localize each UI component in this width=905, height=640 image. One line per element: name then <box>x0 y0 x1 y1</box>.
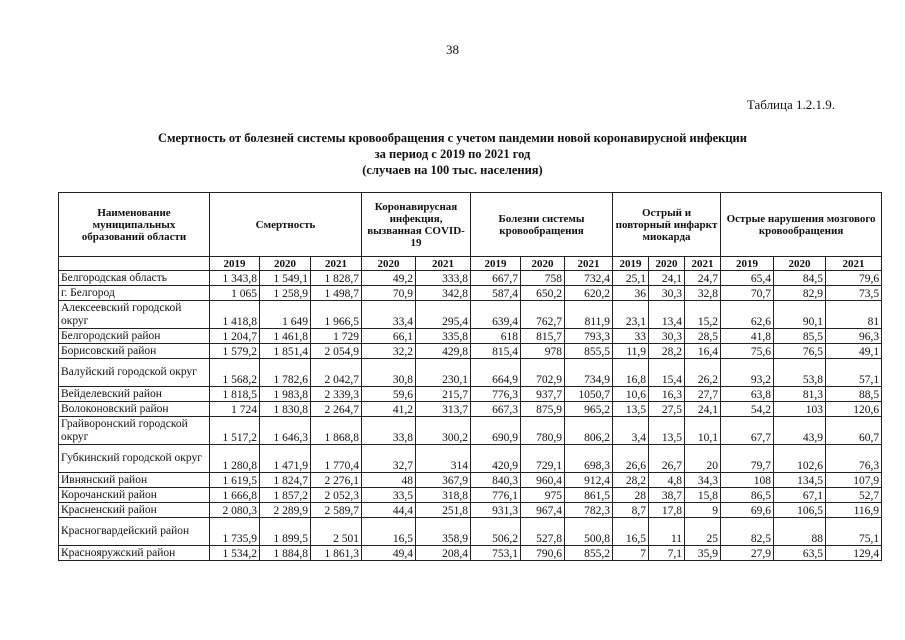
value-cell: 33,8 <box>362 417 416 445</box>
value-cell: 1 204,7 <box>210 329 260 344</box>
value-cell: 358,9 <box>416 518 471 546</box>
page-number: 38 <box>446 42 459 57</box>
row-name: Борисовский район <box>59 344 210 359</box>
value-cell: 367,9 <box>416 473 471 488</box>
table-title <box>0 130 905 178</box>
year-cell: 2019 <box>471 257 521 271</box>
value-cell: 79,7 <box>721 445 774 473</box>
value-cell: 13,4 <box>649 301 685 329</box>
value-cell: 618 <box>471 329 521 344</box>
value-cell: 81 <box>826 301 882 329</box>
table-row <box>59 344 882 359</box>
year-cell: 2020 <box>649 257 685 271</box>
value-cell: 52,7 <box>826 488 882 503</box>
value-cell: 16,5 <box>613 518 649 546</box>
value-cell: 2 080,3 <box>210 503 260 518</box>
value-cell: 28,2 <box>649 344 685 359</box>
value-cell: 33,5 <box>362 488 416 503</box>
title-line-2: за период с 2019 по 2021 год <box>374 147 531 161</box>
table-row <box>59 503 882 518</box>
value-cell: 690,9 <box>471 417 521 445</box>
value-cell: 1 280,8 <box>210 445 260 473</box>
table-row <box>59 271 882 286</box>
value-cell: 806,2 <box>565 417 613 445</box>
value-cell: 24,1 <box>649 271 685 286</box>
value-cell: 300,2 <box>416 417 471 445</box>
value-cell: 967,4 <box>521 503 565 518</box>
value-cell: 1 549,1 <box>260 271 311 286</box>
value-cell: 62,6 <box>721 301 774 329</box>
value-cell: 106,5 <box>774 503 826 518</box>
value-cell: 41,8 <box>721 329 774 344</box>
value-cell: 49,4 <box>362 546 416 561</box>
row-name: Вейделевский район <box>59 387 210 402</box>
value-cell: 960,4 <box>521 473 565 488</box>
row-name: Ивнянский район <box>59 473 210 488</box>
value-cell: 1 828,7 <box>311 271 362 286</box>
value-cell: 66,1 <box>362 329 416 344</box>
year-cell-empty <box>59 257 210 271</box>
value-cell: 698,3 <box>565 445 613 473</box>
value-cell: 10,1 <box>685 417 721 445</box>
value-cell: 16,4 <box>685 344 721 359</box>
value-cell: 26,7 <box>649 445 685 473</box>
year-cell: 2020 <box>774 257 826 271</box>
value-cell: 33 <box>613 329 649 344</box>
value-cell: 13,5 <box>613 402 649 417</box>
value-cell: 2 339,3 <box>311 387 362 402</box>
value-cell: 20 <box>685 445 721 473</box>
value-cell: 1 258,9 <box>260 286 311 301</box>
value-cell: 7,1 <box>649 546 685 561</box>
value-cell: 54,2 <box>721 402 774 417</box>
value-cell: 120,6 <box>826 402 882 417</box>
value-cell: 215,7 <box>416 387 471 402</box>
value-cell: 793,3 <box>565 329 613 344</box>
year-cell: 2019 <box>210 257 260 271</box>
value-cell: 15,4 <box>649 359 685 387</box>
row-name: г. Белгород <box>59 286 210 301</box>
value-cell: 57,1 <box>826 359 882 387</box>
value-cell: 81,3 <box>774 387 826 402</box>
table-row <box>59 518 882 546</box>
value-cell: 931,3 <box>471 503 521 518</box>
table-row <box>59 329 882 344</box>
year-cell: 2020 <box>260 257 311 271</box>
table-body <box>59 271 882 561</box>
table-row <box>59 488 882 503</box>
value-cell: 9 <box>685 503 721 518</box>
table-row <box>59 301 882 329</box>
value-cell: 753,1 <box>471 546 521 561</box>
value-cell: 32,2 <box>362 344 416 359</box>
value-cell: 506,2 <box>471 518 521 546</box>
value-cell: 1 498,7 <box>311 286 362 301</box>
value-cell: 729,1 <box>521 445 565 473</box>
title-line-3: (случаев на 100 тыс. населения) <box>362 163 543 177</box>
value-cell: 1 646,3 <box>260 417 311 445</box>
value-cell: 790,6 <box>521 546 565 561</box>
value-cell: 776,3 <box>471 387 521 402</box>
value-cell: 44,4 <box>362 503 416 518</box>
value-cell: 23,1 <box>613 301 649 329</box>
value-cell: 861,5 <box>565 488 613 503</box>
value-cell: 1 517,2 <box>210 417 260 445</box>
value-cell: 49,1 <box>826 344 882 359</box>
value-cell: 2 276,1 <box>311 473 362 488</box>
year-cell: 2019 <box>613 257 649 271</box>
value-cell: 27,9 <box>721 546 774 561</box>
header-mortality: Смертность <box>210 193 362 257</box>
value-cell: 702,9 <box>521 359 565 387</box>
value-cell: 26,6 <box>613 445 649 473</box>
value-cell: 102,6 <box>774 445 826 473</box>
value-cell: 28 <box>613 488 649 503</box>
value-cell: 82,5 <box>721 518 774 546</box>
value-cell: 32,7 <box>362 445 416 473</box>
value-cell: 63,5 <box>774 546 826 561</box>
value-cell: 49,2 <box>362 271 416 286</box>
value-cell: 1 579,2 <box>210 344 260 359</box>
value-cell: 208,4 <box>416 546 471 561</box>
value-cell: 420,9 <box>471 445 521 473</box>
value-cell: 28,5 <box>685 329 721 344</box>
header-covid: Коронавирусная инфекция, вызванная COVID-19 <box>362 193 471 257</box>
value-cell: 85,5 <box>774 329 826 344</box>
value-cell: 38,7 <box>649 488 685 503</box>
value-cell: 1 724 <box>210 402 260 417</box>
value-cell: 10,6 <box>613 387 649 402</box>
value-cell: 70,9 <box>362 286 416 301</box>
table-row <box>59 359 882 387</box>
value-cell: 16,5 <box>362 518 416 546</box>
row-name: Белгородская область <box>59 271 210 286</box>
value-cell: 1 983,8 <box>260 387 311 402</box>
value-cell: 1 857,2 <box>260 488 311 503</box>
value-cell: 664,9 <box>471 359 521 387</box>
year-row <box>59 257 882 271</box>
row-name: Красногвардейский район <box>59 518 210 546</box>
value-cell: 429,8 <box>416 344 471 359</box>
value-cell: 88 <box>774 518 826 546</box>
mortality-table <box>58 192 882 561</box>
value-cell: 27,7 <box>685 387 721 402</box>
value-cell: 129,4 <box>826 546 882 561</box>
value-cell: 732,4 <box>565 271 613 286</box>
table-label: Таблица 1.2.1.9. <box>746 97 835 112</box>
value-cell: 16,3 <box>649 387 685 402</box>
value-cell: 1 729 <box>311 329 362 344</box>
value-cell: 251,8 <box>416 503 471 518</box>
value-cell: 342,8 <box>416 286 471 301</box>
value-cell: 2 054,9 <box>311 344 362 359</box>
value-cell: 2 589,7 <box>311 503 362 518</box>
value-cell: 30,8 <box>362 359 416 387</box>
table-row <box>59 402 882 417</box>
value-cell: 587,4 <box>471 286 521 301</box>
value-cell: 335,8 <box>416 329 471 344</box>
value-cell: 86,5 <box>721 488 774 503</box>
year-cell: 2021 <box>416 257 471 271</box>
value-cell: 88,5 <box>826 387 882 402</box>
value-cell: 79,6 <box>826 271 882 286</box>
value-cell: 965,2 <box>565 402 613 417</box>
value-cell: 313,7 <box>416 402 471 417</box>
value-cell: 53,8 <box>774 359 826 387</box>
year-cell: 2019 <box>721 257 774 271</box>
value-cell: 1 868,8 <box>311 417 362 445</box>
value-cell: 2 501 <box>311 518 362 546</box>
value-cell: 15,2 <box>685 301 721 329</box>
value-cell: 33,4 <box>362 301 416 329</box>
value-cell: 667,7 <box>471 271 521 286</box>
value-cell: 912,4 <box>565 473 613 488</box>
value-cell: 70,7 <box>721 286 774 301</box>
value-cell: 32,8 <box>685 286 721 301</box>
value-cell: 25 <box>685 518 721 546</box>
value-cell: 855,2 <box>565 546 613 561</box>
value-cell: 76,3 <box>826 445 882 473</box>
value-cell: 782,3 <box>565 503 613 518</box>
table-row <box>59 445 882 473</box>
row-name: Губкинский городской округ <box>59 445 210 473</box>
value-cell: 116,9 <box>826 503 882 518</box>
title-line-1: Смертность от болезней системы кровообращения с учетом пандемии новой коронавирусной инфекции <box>158 131 747 145</box>
value-cell: 1 065 <box>210 286 260 301</box>
value-cell: 667,3 <box>471 402 521 417</box>
value-cell: 93,2 <box>721 359 774 387</box>
table-row <box>59 387 882 402</box>
value-cell: 2 289,9 <box>260 503 311 518</box>
value-cell: 4,8 <box>649 473 685 488</box>
value-cell: 24,1 <box>685 402 721 417</box>
value-cell: 13,5 <box>649 417 685 445</box>
value-cell: 639,4 <box>471 301 521 329</box>
value-cell: 1 818,5 <box>210 387 260 402</box>
value-cell: 333,8 <box>416 271 471 286</box>
value-cell: 134,5 <box>774 473 826 488</box>
header-infarction: Острый и повторный инфаркт миокарда <box>613 193 721 257</box>
table-row <box>59 417 882 445</box>
value-cell: 1 824,7 <box>260 473 311 488</box>
year-cell: 2020 <box>521 257 565 271</box>
row-name: Волоконовский район <box>59 402 210 417</box>
value-cell: 8,7 <box>613 503 649 518</box>
value-cell: 1 861,3 <box>311 546 362 561</box>
table-row <box>59 473 882 488</box>
value-cell: 1 619,5 <box>210 473 260 488</box>
value-cell: 60,7 <box>826 417 882 445</box>
value-cell: 1050,7 <box>565 387 613 402</box>
value-cell: 35,9 <box>685 546 721 561</box>
row-name: Краснояружский район <box>59 546 210 561</box>
value-cell: 855,5 <box>565 344 613 359</box>
value-cell: 67,1 <box>774 488 826 503</box>
value-cell: 84,5 <box>774 271 826 286</box>
value-cell: 34,3 <box>685 473 721 488</box>
value-cell: 1 830,8 <box>260 402 311 417</box>
value-cell: 295,4 <box>416 301 471 329</box>
row-name: Красненский район <box>59 503 210 518</box>
header-stroke: Острые нарушения мозгового кровообращения <box>721 193 882 257</box>
year-cell: 2020 <box>362 257 416 271</box>
value-cell: 815,4 <box>471 344 521 359</box>
value-cell: 48 <box>362 473 416 488</box>
value-cell: 65,4 <box>721 271 774 286</box>
value-cell: 17,8 <box>649 503 685 518</box>
value-cell: 734,9 <box>565 359 613 387</box>
value-cell: 63,8 <box>721 387 774 402</box>
value-cell: 815,7 <box>521 329 565 344</box>
value-cell: 975 <box>521 488 565 503</box>
value-cell: 314 <box>416 445 471 473</box>
value-cell: 82,9 <box>774 286 826 301</box>
value-cell: 73,5 <box>826 286 882 301</box>
value-cell: 811,9 <box>565 301 613 329</box>
row-name: Грайворонский городской округ <box>59 417 210 445</box>
value-cell: 318,8 <box>416 488 471 503</box>
value-cell: 43,9 <box>774 417 826 445</box>
value-cell: 16,8 <box>613 359 649 387</box>
year-cell: 2021 <box>826 257 882 271</box>
value-cell: 1 568,2 <box>210 359 260 387</box>
value-cell: 620,2 <box>565 286 613 301</box>
value-cell: 1 343,8 <box>210 271 260 286</box>
value-cell: 780,9 <box>521 417 565 445</box>
value-cell: 75,1 <box>826 518 882 546</box>
row-name: Корочанский район <box>59 488 210 503</box>
value-cell: 1 418,8 <box>210 301 260 329</box>
value-cell: 937,7 <box>521 387 565 402</box>
value-cell: 67,7 <box>721 417 774 445</box>
value-cell: 30,3 <box>649 286 685 301</box>
value-cell: 758 <box>521 271 565 286</box>
value-cell: 76,5 <box>774 344 826 359</box>
value-cell: 500,8 <box>565 518 613 546</box>
value-cell: 41,2 <box>362 402 416 417</box>
value-cell: 1 782,6 <box>260 359 311 387</box>
value-cell: 978 <box>521 344 565 359</box>
value-cell: 107,9 <box>826 473 882 488</box>
value-cell: 762,7 <box>521 301 565 329</box>
year-cell: 2021 <box>685 257 721 271</box>
value-cell: 103 <box>774 402 826 417</box>
value-cell: 24,7 <box>685 271 721 286</box>
value-cell: 75,6 <box>721 344 774 359</box>
value-cell: 69,6 <box>721 503 774 518</box>
value-cell: 1 966,5 <box>311 301 362 329</box>
value-cell: 840,3 <box>471 473 521 488</box>
value-cell: 26,2 <box>685 359 721 387</box>
value-cell: 11 <box>649 518 685 546</box>
value-cell: 1 884,8 <box>260 546 311 561</box>
value-cell: 15,8 <box>685 488 721 503</box>
header-row <box>59 193 882 257</box>
value-cell: 25,1 <box>613 271 649 286</box>
value-cell: 1 649 <box>260 301 311 329</box>
value-cell: 1 534,2 <box>210 546 260 561</box>
value-cell: 650,2 <box>521 286 565 301</box>
value-cell: 776,1 <box>471 488 521 503</box>
header-name: Наименование муниципальных образований области <box>59 193 210 257</box>
table-row <box>59 546 882 561</box>
value-cell: 1 899,5 <box>260 518 311 546</box>
value-cell: 1 666,8 <box>210 488 260 503</box>
value-cell: 90,1 <box>774 301 826 329</box>
year-cell: 2021 <box>565 257 613 271</box>
header-circulatory: Болезни системы кровообращения <box>471 193 613 257</box>
value-cell: 36 <box>613 286 649 301</box>
value-cell: 1 471,9 <box>260 445 311 473</box>
year-cell: 2021 <box>311 257 362 271</box>
value-cell: 108 <box>721 473 774 488</box>
value-cell: 27,5 <box>649 402 685 417</box>
value-cell: 3,4 <box>613 417 649 445</box>
value-cell: 11,9 <box>613 344 649 359</box>
value-cell: 30,3 <box>649 329 685 344</box>
table-row <box>59 286 882 301</box>
value-cell: 2 042,7 <box>311 359 362 387</box>
value-cell: 875,9 <box>521 402 565 417</box>
row-name: Валуйский городской округ <box>59 359 210 387</box>
value-cell: 1 770,4 <box>311 445 362 473</box>
row-name: Алексеевский городской округ <box>59 301 210 329</box>
value-cell: 2 052,3 <box>311 488 362 503</box>
value-cell: 59,6 <box>362 387 416 402</box>
value-cell: 1 851,4 <box>260 344 311 359</box>
row-name: Белгородский район <box>59 329 210 344</box>
value-cell: 527,8 <box>521 518 565 546</box>
value-cell: 1 735,9 <box>210 518 260 546</box>
value-cell: 96,3 <box>826 329 882 344</box>
value-cell: 2 264,7 <box>311 402 362 417</box>
value-cell: 230,1 <box>416 359 471 387</box>
value-cell: 7 <box>613 546 649 561</box>
value-cell: 28,2 <box>613 473 649 488</box>
value-cell: 1 461,8 <box>260 329 311 344</box>
